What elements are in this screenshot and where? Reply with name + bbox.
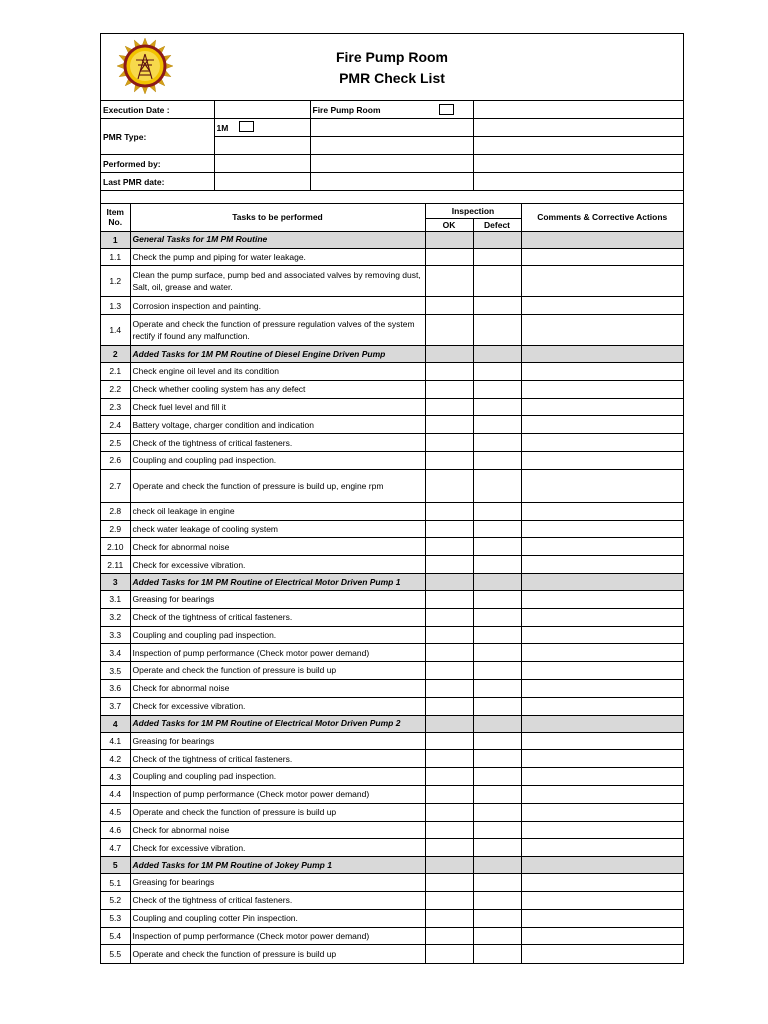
item-number: 3.1 — [101, 591, 130, 609]
task-row — [101, 502, 683, 520]
comments-cell[interactable] — [521, 556, 683, 574]
defect-cell[interactable] — [473, 697, 521, 715]
ok-cell — [425, 857, 473, 874]
defect-cell[interactable] — [473, 786, 521, 804]
ok-cell[interactable] — [425, 786, 473, 804]
comments-cell[interactable] — [521, 750, 683, 768]
ok-cell — [425, 715, 473, 732]
task-row — [101, 732, 683, 750]
defect-cell[interactable] — [473, 927, 521, 945]
task-description: Greasing for bearings — [130, 591, 425, 609]
ok-cell[interactable] — [425, 380, 473, 398]
comments-cell[interactable] — [521, 520, 683, 538]
task-description: Inspection of pump performance (Check motor power demand) — [130, 927, 425, 945]
section-spacer — [101, 191, 683, 204]
comments-cell[interactable] — [521, 591, 683, 609]
defect-cell[interactable] — [473, 892, 521, 910]
execution-date-field[interactable] — [214, 101, 310, 119]
defect-cell[interactable] — [473, 909, 521, 927]
comments-cell[interactable] — [521, 502, 683, 520]
defect-cell[interactable] — [473, 556, 521, 574]
item-number: 1.2 — [101, 266, 130, 297]
defect-cell[interactable] — [473, 839, 521, 857]
info-blank-cell — [310, 119, 473, 137]
task-description: Operate and check the function of pressure is build up — [130, 662, 425, 680]
task-description: Inspection of pump performance (Check motor power demand) — [130, 644, 425, 662]
task-row — [101, 469, 683, 502]
info-blank-cell — [310, 137, 473, 155]
comments-cell[interactable] — [521, 248, 683, 266]
task-row — [101, 927, 683, 945]
item-number: 5 — [101, 857, 130, 874]
performed-by-label: Performed by: — [101, 155, 214, 173]
task-description: Coupling and coupling cotter Pin inspection. — [130, 909, 425, 927]
item-number: 2.1 — [101, 363, 130, 381]
task-row — [101, 248, 683, 266]
comments-cell[interactable] — [521, 945, 683, 963]
defect-cell[interactable] — [473, 768, 521, 786]
item-number: 4.1 — [101, 732, 130, 750]
task-description: Greasing for bearings — [130, 874, 425, 892]
task-description: Operate and check the function of pressure regulation valves of the system rectify if found any malfunction. — [130, 315, 425, 346]
info-blank-cell — [473, 137, 683, 155]
ok-cell[interactable] — [425, 556, 473, 574]
task-description: Check of the tightness of critical fasteners. — [130, 608, 425, 626]
section-row — [101, 574, 683, 591]
task-row — [101, 750, 683, 768]
ok-cell[interactable] — [425, 821, 473, 839]
item-number: 2 — [101, 346, 130, 363]
task-row — [101, 398, 683, 416]
task-description: Coupling and coupling pad inspection. — [130, 768, 425, 786]
ok-cell[interactable] — [425, 662, 473, 680]
ok-cell — [425, 574, 473, 591]
document-header — [101, 34, 683, 101]
comments-cell[interactable] — [521, 626, 683, 644]
task-description: Check whether cooling system has any defect — [130, 380, 425, 398]
task-row — [101, 363, 683, 381]
ok-cell[interactable] — [425, 520, 473, 538]
info-blank-cell — [473, 155, 683, 173]
comments-cell[interactable] — [521, 768, 683, 786]
task-row — [101, 909, 683, 927]
info-blank-cell — [310, 155, 473, 173]
task-row — [101, 416, 683, 434]
pmr-type-option-cell — [214, 119, 310, 137]
comments-cell — [521, 231, 683, 248]
defect-cell[interactable] — [473, 662, 521, 680]
item-number: 2.9 — [101, 520, 130, 538]
item-number: 3.3 — [101, 626, 130, 644]
task-row — [101, 608, 683, 626]
comments-header: Comments & Corrective Actions — [521, 204, 683, 231]
item-number: 3.2 — [101, 608, 130, 626]
ok-cell[interactable] — [425, 297, 473, 315]
comments-cell — [521, 574, 683, 591]
ok-cell[interactable] — [425, 363, 473, 381]
comments-cell[interactable] — [521, 680, 683, 698]
item-number: 4 — [101, 715, 130, 732]
inspection-header: Inspection — [425, 204, 521, 218]
section-row — [101, 231, 683, 248]
task-row — [101, 945, 683, 963]
ok-cell[interactable] — [425, 803, 473, 821]
info-blank-cell — [310, 173, 473, 191]
defect-cell — [473, 715, 521, 732]
comments-cell — [521, 346, 683, 363]
defect-cell[interactable] — [473, 608, 521, 626]
ok-cell[interactable] — [425, 608, 473, 626]
task-row — [101, 786, 683, 804]
defect-cell[interactable] — [473, 502, 521, 520]
item-number: 4.2 — [101, 750, 130, 768]
defect-cell[interactable] — [473, 644, 521, 662]
task-description: Check the pump and piping for water leakage. — [130, 248, 425, 266]
comments-cell[interactable] — [521, 786, 683, 804]
task-description: Operate and check the function of pressure is build up, engine rpm — [130, 469, 425, 502]
item-number: 2.2 — [101, 380, 130, 398]
task-row — [101, 626, 683, 644]
comments-cell[interactable] — [521, 909, 683, 927]
ok-cell[interactable] — [425, 644, 473, 662]
item-number: 1.1 — [101, 248, 130, 266]
ok-cell[interactable] — [425, 538, 473, 556]
item-number: 2.5 — [101, 434, 130, 452]
defect-cell — [473, 231, 521, 248]
task-description: Check for excessive vibration. — [130, 839, 425, 857]
defect-cell[interactable] — [473, 363, 521, 381]
task-row — [101, 662, 683, 680]
fire-pump-room-checkbox[interactable] — [439, 104, 454, 115]
task-description: Coupling and coupling pad inspection. — [130, 452, 425, 470]
comments-cell[interactable] — [521, 608, 683, 626]
item-number: 2.10 — [101, 538, 130, 556]
task-description: Check engine oil level and its condition — [130, 363, 425, 381]
comments-cell[interactable] — [521, 839, 683, 857]
item-number: 4.4 — [101, 786, 130, 804]
item-number: 5.1 — [101, 874, 130, 892]
defect-cell[interactable] — [473, 803, 521, 821]
title-line-1: Fire Pump Room — [335, 49, 448, 65]
comments-cell[interactable] — [521, 697, 683, 715]
info-blank-cell — [473, 101, 683, 119]
title-line-2: PMR Check List — [339, 70, 445, 86]
task-description: Check of the tightness of critical fasteners. — [130, 750, 425, 768]
task-row — [101, 434, 683, 452]
item-number: 1 — [101, 231, 130, 248]
ok-cell[interactable] — [425, 680, 473, 698]
item-number: 4.7 — [101, 839, 130, 857]
ok-cell[interactable] — [425, 502, 473, 520]
item-number: 2.3 — [101, 398, 130, 416]
section-title: General Tasks for 1M PM Routine — [130, 231, 425, 248]
ok-cell[interactable] — [425, 732, 473, 750]
task-description: check oil leakage in engine — [130, 502, 425, 520]
ok-cell[interactable] — [425, 452, 473, 470]
task-description: Check for excessive vibration. — [130, 556, 425, 574]
defect-cell — [473, 346, 521, 363]
comments-cell — [521, 857, 683, 874]
fire-pump-room-label: Fire Pump Room — [312, 104, 381, 115]
task-description: Greasing for bearings — [130, 732, 425, 750]
fire-pump-room-cell — [310, 101, 473, 119]
task-description: Operate and check the function of pressure is build up — [130, 945, 425, 963]
item-number: 3.5 — [101, 662, 130, 680]
comments-cell[interactable] — [521, 821, 683, 839]
ok-cell[interactable] — [425, 892, 473, 910]
ok-cell — [425, 231, 473, 248]
info-blank-cell — [214, 137, 310, 155]
defect-cell[interactable] — [473, 874, 521, 892]
ok-header: OK — [425, 218, 473, 231]
task-description: check water leakage of cooling system — [130, 520, 425, 538]
defect-cell[interactable] — [473, 732, 521, 750]
section-row — [101, 715, 683, 732]
task-description: Inspection of pump performance (Check motor power demand) — [130, 786, 425, 804]
section-row — [101, 346, 683, 363]
ok-cell[interactable] — [425, 398, 473, 416]
item-number: 4.3 — [101, 768, 130, 786]
item-number: 4.6 — [101, 821, 130, 839]
defect-cell[interactable] — [473, 315, 521, 346]
task-description: Coupling and coupling pad inspection. — [130, 626, 425, 644]
item-number: 1.3 — [101, 297, 130, 315]
item-number: 5.4 — [101, 927, 130, 945]
comments-cell[interactable] — [521, 452, 683, 470]
ok-cell[interactable] — [425, 945, 473, 963]
task-row — [101, 520, 683, 538]
task-description: Operate and check the function of pressure is build up — [130, 803, 425, 821]
ok-cell[interactable] — [425, 591, 473, 609]
item-number: 1.4 — [101, 315, 130, 346]
item-no-header: Item No. — [101, 204, 130, 231]
comments-cell[interactable] — [521, 434, 683, 452]
defect-cell — [473, 574, 521, 591]
task-row — [101, 538, 683, 556]
ok-cell[interactable] — [425, 626, 473, 644]
task-row — [101, 697, 683, 715]
ok-cell — [425, 346, 473, 363]
ok-cell[interactable] — [425, 248, 473, 266]
comments-cell[interactable] — [521, 927, 683, 945]
item-number: 5.2 — [101, 892, 130, 910]
item-number: 5.5 — [101, 945, 130, 963]
ok-cell[interactable] — [425, 266, 473, 297]
task-row — [101, 874, 683, 892]
defect-cell[interactable] — [473, 680, 521, 698]
defect-cell[interactable] — [473, 452, 521, 470]
task-description: Check for abnormal noise — [130, 821, 425, 839]
comments-cell[interactable] — [521, 398, 683, 416]
comments-cell[interactable] — [521, 874, 683, 892]
comments-cell[interactable] — [521, 803, 683, 821]
item-number: 3.6 — [101, 680, 130, 698]
defect-cell[interactable] — [473, 626, 521, 644]
info-grid — [101, 101, 683, 191]
pmr-type-1m-checkbox[interactable] — [239, 121, 254, 132]
defect-cell[interactable] — [473, 945, 521, 963]
task-description: Clean the pump surface, pump bed and associated valves by removing dust, Salt, oil, grease and water. — [130, 266, 425, 297]
item-number: 4.5 — [101, 803, 130, 821]
task-row — [101, 315, 683, 346]
defect-cell[interactable] — [473, 821, 521, 839]
item-number: 5.3 — [101, 909, 130, 927]
section-title: Added Tasks for 1M PM Routine of Jokey Pump 1 — [130, 857, 425, 874]
defect-cell[interactable] — [473, 416, 521, 434]
task-description: Check of the tightness of critical fasteners. — [130, 892, 425, 910]
item-number: 3.7 — [101, 697, 130, 715]
task-description: Check of the tightness of critical fasteners. — [130, 434, 425, 452]
ok-cell[interactable] — [425, 909, 473, 927]
tasks-header: Tasks to be performed — [130, 204, 425, 231]
task-row — [101, 839, 683, 857]
checklist-sheet — [100, 33, 684, 964]
ok-cell[interactable] — [425, 469, 473, 502]
defect-cell[interactable] — [473, 520, 521, 538]
comments-cell[interactable] — [521, 380, 683, 398]
info-blank-cell — [473, 119, 683, 137]
defect-cell[interactable] — [473, 398, 521, 416]
task-row — [101, 556, 683, 574]
task-row — [101, 680, 683, 698]
tasks-table — [101, 204, 683, 963]
defect-cell[interactable] — [473, 380, 521, 398]
task-row — [101, 380, 683, 398]
task-description: Corrosion inspection and painting. — [130, 297, 425, 315]
item-number: 2.4 — [101, 416, 130, 434]
execution-date-label: Execution Date : — [101, 101, 214, 119]
defect-cell[interactable] — [473, 434, 521, 452]
item-number: 2.7 — [101, 469, 130, 502]
tasks-body — [101, 231, 683, 963]
section-row — [101, 857, 683, 874]
comments-cell[interactable] — [521, 297, 683, 315]
item-number: 3 — [101, 574, 130, 591]
defect-cell[interactable] — [473, 248, 521, 266]
defect-cell — [473, 857, 521, 874]
item-number: 2.6 — [101, 452, 130, 470]
section-title: Added Tasks for 1M PM Routine of Electrical Motor Driven Pump 2 — [130, 715, 425, 732]
task-row — [101, 644, 683, 662]
defect-cell[interactable] — [473, 469, 521, 502]
comments-cell[interactable] — [521, 266, 683, 297]
comments-cell[interactable] — [521, 363, 683, 381]
task-description: Check for abnormal noise — [130, 538, 425, 556]
task-description: Battery voltage, charger condition and indication — [130, 416, 425, 434]
comments-cell[interactable] — [521, 416, 683, 434]
ok-cell[interactable] — [425, 768, 473, 786]
comments-cell[interactable] — [521, 469, 683, 502]
task-description: Check for abnormal noise — [130, 680, 425, 698]
task-row — [101, 892, 683, 910]
section-title: Added Tasks for 1M PM Routine of Diesel Engine Driven Pump — [130, 346, 425, 363]
ok-cell[interactable] — [425, 315, 473, 346]
comments-cell[interactable] — [521, 732, 683, 750]
ok-cell[interactable] — [425, 434, 473, 452]
item-number: 3.4 — [101, 644, 130, 662]
info-blank-cell — [473, 173, 683, 191]
task-row — [101, 452, 683, 470]
defect-cell[interactable] — [473, 538, 521, 556]
ok-cell[interactable] — [425, 927, 473, 945]
defect-header: Defect — [473, 218, 521, 231]
document-title — [101, 47, 683, 89]
comments-cell[interactable] — [521, 662, 683, 680]
ok-cell[interactable] — [425, 697, 473, 715]
ok-cell[interactable] — [425, 839, 473, 857]
pmr-type-option-label: 1M — [216, 122, 229, 133]
ok-cell[interactable] — [425, 750, 473, 768]
task-row — [101, 297, 683, 315]
section-title: Added Tasks for 1M PM Routine of Electrical Motor Driven Pump 1 — [130, 574, 425, 591]
last-pmr-date-label: Last PMR date: — [101, 173, 214, 191]
ok-cell[interactable] — [425, 416, 473, 434]
task-row — [101, 803, 683, 821]
task-description: Check fuel level and fill it — [130, 398, 425, 416]
defect-cell[interactable] — [473, 750, 521, 768]
comments-cell[interactable] — [521, 892, 683, 910]
defect-cell[interactable] — [473, 591, 521, 609]
ok-cell[interactable] — [425, 874, 473, 892]
defect-cell[interactable] — [473, 297, 521, 315]
last-pmr-date-field[interactable] — [214, 173, 310, 191]
task-row — [101, 266, 683, 297]
comments-cell[interactable] — [521, 538, 683, 556]
defect-cell[interactable] — [473, 266, 521, 297]
comments-cell — [521, 715, 683, 732]
task-row — [101, 768, 683, 786]
item-number: 2.8 — [101, 502, 130, 520]
task-row — [101, 821, 683, 839]
comments-cell[interactable] — [521, 644, 683, 662]
performed-by-field[interactable] — [214, 155, 310, 173]
pmr-type-label: PMR Type: — [101, 119, 214, 155]
item-number: 2.11 — [101, 556, 130, 574]
task-row — [101, 591, 683, 609]
task-description: Check for excessive vibration. — [130, 697, 425, 715]
comments-cell[interactable] — [521, 315, 683, 346]
